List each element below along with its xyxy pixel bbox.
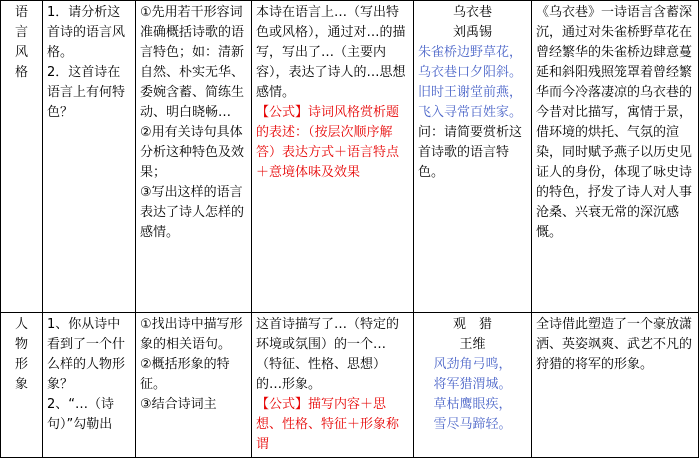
poem-line: 将军猎渭城。 <box>433 377 512 392</box>
step-text: ①找出诗中描写形象的相关语句。 <box>140 317 243 352</box>
poem-cell <box>414 1 532 313</box>
step-text: ③结合诗词主 <box>140 397 217 412</box>
category-cell <box>1 313 43 458</box>
answer-cell <box>532 1 699 313</box>
question-cell <box>43 313 136 458</box>
poem-author: 王维 <box>459 337 486 352</box>
formula-text: 描写内容＋思想、性格、特征＋形象称谓 <box>256 397 400 452</box>
step-text: ③写出这样的语言表达了诗人怎样的感情。 <box>140 185 245 240</box>
poem-line: 飞入寻常百姓家。 <box>418 105 523 120</box>
poem-author: 刘禹锡 <box>452 25 492 40</box>
table-row-character-image <box>1 313 699 458</box>
poem-title: 乌衣巷 <box>452 5 492 20</box>
question-text: 2、“…（诗句）”勾勒出 <box>47 397 115 432</box>
category-char: 象 <box>14 377 28 392</box>
step-text: ②用有关诗句具体分析这种特色及效果； <box>140 125 245 180</box>
template-cell <box>252 313 414 458</box>
poem-line: 乌衣巷口夕阳斜。 <box>418 65 523 80</box>
question-text: 1、你从诗中看到了一个什么样的人物形象？ <box>47 317 126 392</box>
sample-answer: 全诗借此塑造了一个豪放潇洒、英姿飒爽、武艺不凡的狩猎的将军的形象。 <box>536 317 693 372</box>
formula-label: 【公式】 <box>256 105 309 120</box>
category-char: 格 <box>14 65 28 80</box>
table-row-language-style <box>1 1 699 313</box>
steps-cell <box>136 1 252 313</box>
poem-line: 雪尽马蹄轻。 <box>433 417 512 432</box>
answer-cell <box>532 313 699 458</box>
category-cell <box>1 1 43 313</box>
category-char: 形 <box>14 357 28 372</box>
step-text: ①先用若干形容词准确概括诗歌的语言特色；如：清新自然、朴实无华、委婉含蓄、简练生动、明白晓畅… <box>140 5 245 120</box>
category-char: 风 <box>14 45 28 60</box>
formula-text: 诗词风格赏析题的表述：（按层次顺序解答）表达方式＋语言特点＋意境体味及效果 <box>256 105 400 180</box>
poem-line: 风劲角弓鸣， <box>433 357 512 372</box>
answer-template: 本诗在语言上…（写出特色或风格），通过对…的描写，写出了…（主要内容），表达了诗人的…思想感情。 <box>256 5 406 100</box>
category-char: 人 <box>14 317 28 332</box>
question-text: 1．请分析这首诗的语言风格。 <box>47 5 126 60</box>
poem-line: 草枯鹰眼疾， <box>433 397 512 412</box>
poem-line: 朱雀桥边野草花， <box>418 45 523 60</box>
question-text: 2．这首诗在语言上有何特色？ <box>47 65 126 120</box>
formula-label: 【公式】 <box>256 397 309 412</box>
sample-answer: 《乌衣巷》一诗语言含蓄深沉，通过对朱雀桥野草花在曾经繁华的朱雀桥边肆意蔓延和斜阳残照笼罩着曾经繁华而今冷落凄凉的乌衣巷的今昔对比描写，寓情于景，借环境的烘托、气氛的渲染，同时赋予燕子以历史见证人的身份，体现了咏史诗的特色，抒发了诗人对人事沧桑、兴衰无常的深沉感慨。 <box>536 5 693 240</box>
template-cell <box>252 1 414 313</box>
steps-cell <box>136 313 252 458</box>
answer-template: 这首诗描写了…（特定的环境或氛围）的一个…（特征、性格、思想）的…形象。 <box>256 317 400 392</box>
category-char: 物 <box>14 337 28 352</box>
poem-cell <box>414 313 532 458</box>
step-text: ②概括形象的特征。 <box>140 357 230 392</box>
poem-question: 问：请简要赏析这首诗歌的语言特色。 <box>418 125 523 180</box>
poem-title: 观 猎 <box>452 317 492 332</box>
category-char: 语 <box>14 5 28 20</box>
poem-line: 旧时王谢堂前燕， <box>418 85 523 100</box>
question-cell <box>43 1 136 313</box>
category-char: 言 <box>14 25 28 40</box>
